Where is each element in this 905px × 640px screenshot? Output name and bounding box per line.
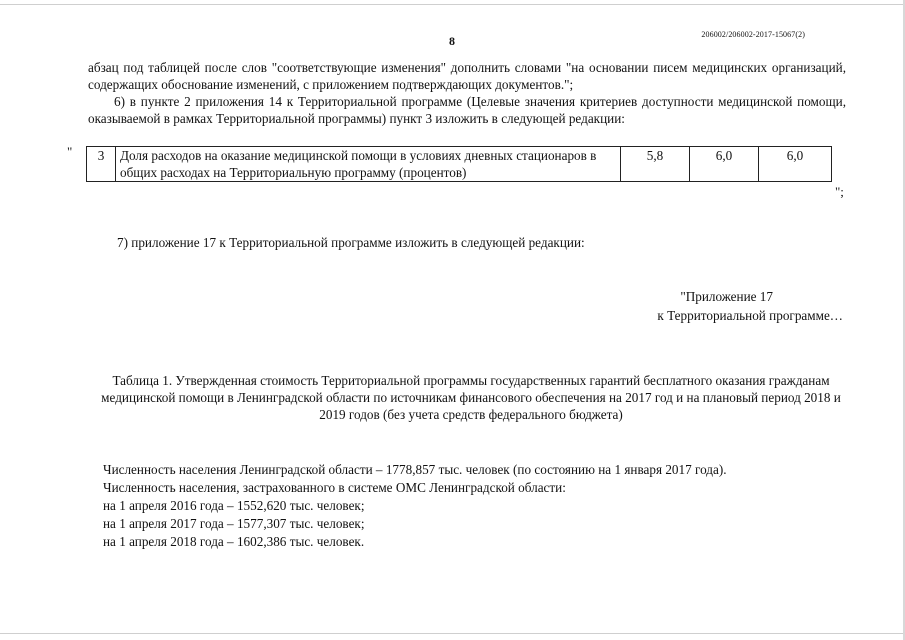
table-open-quote: " — [67, 144, 73, 159]
population-total: Численность населения Ленинградской области – 1778,857 тыс. человек (по состоянию на 1 января 2017 года). — [103, 462, 727, 477]
page-number: 8 — [449, 34, 455, 48]
population-insured-2016: на 1 апреля 2016 года – 1552,620 тыс. человек; — [103, 498, 365, 513]
criteria-table — [86, 146, 832, 182]
value-2019: 6,0 — [759, 147, 832, 182]
population-insured-heading: Численность населения, застрахованного в системе ОМС Ленинградской области: — [103, 480, 566, 495]
table-row — [87, 147, 832, 182]
paragraph-amendment-7: 7) приложение 17 к Территориальной программе изложить в следующей редакции: — [117, 235, 585, 250]
appendix-title: "Приложение 17 — [680, 289, 773, 304]
population-insured-2018: на 1 апреля 2018 года – 1602,386 тыс. человек. — [103, 534, 365, 549]
paragraph-amendment-6: 6) в пункте 2 приложения 14 к Территориальной программе (Целевые значения критериев доступности медицинской помощи, оказываемой в рамках Территориальной программы) пункт 3 изложить в следующей редакции: — [88, 94, 846, 126]
appendix-subtitle: к Территориальной программе… — [657, 308, 843, 323]
value-2018: 6,0 — [690, 147, 759, 182]
table-caption: Таблица 1. Утвержденная стоимость Территориальной программы государственных гарантий бесплатного оказания гражданам медицинской помощи в Ленинградской области по источникам финансового обеспечения на 2017 год и на плановый период 2018 и 2019 годов (без учета средств федерального бюджета) — [101, 373, 841, 422]
document-id: 206002/206002-2017-15067(2) — [701, 30, 805, 39]
row-number: 3 — [87, 147, 116, 182]
population-insured-2017: на 1 апреля 2017 года – 1577,307 тыс. человек; — [103, 516, 365, 531]
population-block — [103, 461, 727, 551]
value-2017: 5,8 — [621, 147, 690, 182]
paragraph-amendment-1: абзац под таблицей после слов "соответствующие изменения" дополнить словами "на основании писем медицинских организаций, содержащих обоснование изменений, с приложением подтверждающих документов."; — [88, 60, 846, 92]
appendix-reference — [657, 287, 843, 325]
scan-border-bottom — [0, 633, 905, 634]
scan-border-top — [0, 4, 905, 5]
row-description: Доля расходов на оказание медицинской помощи в условиях дневных стационаров в общих расходах на Территориальную программу (процентов) — [116, 147, 621, 182]
table-close-quote: "; — [835, 184, 844, 199]
